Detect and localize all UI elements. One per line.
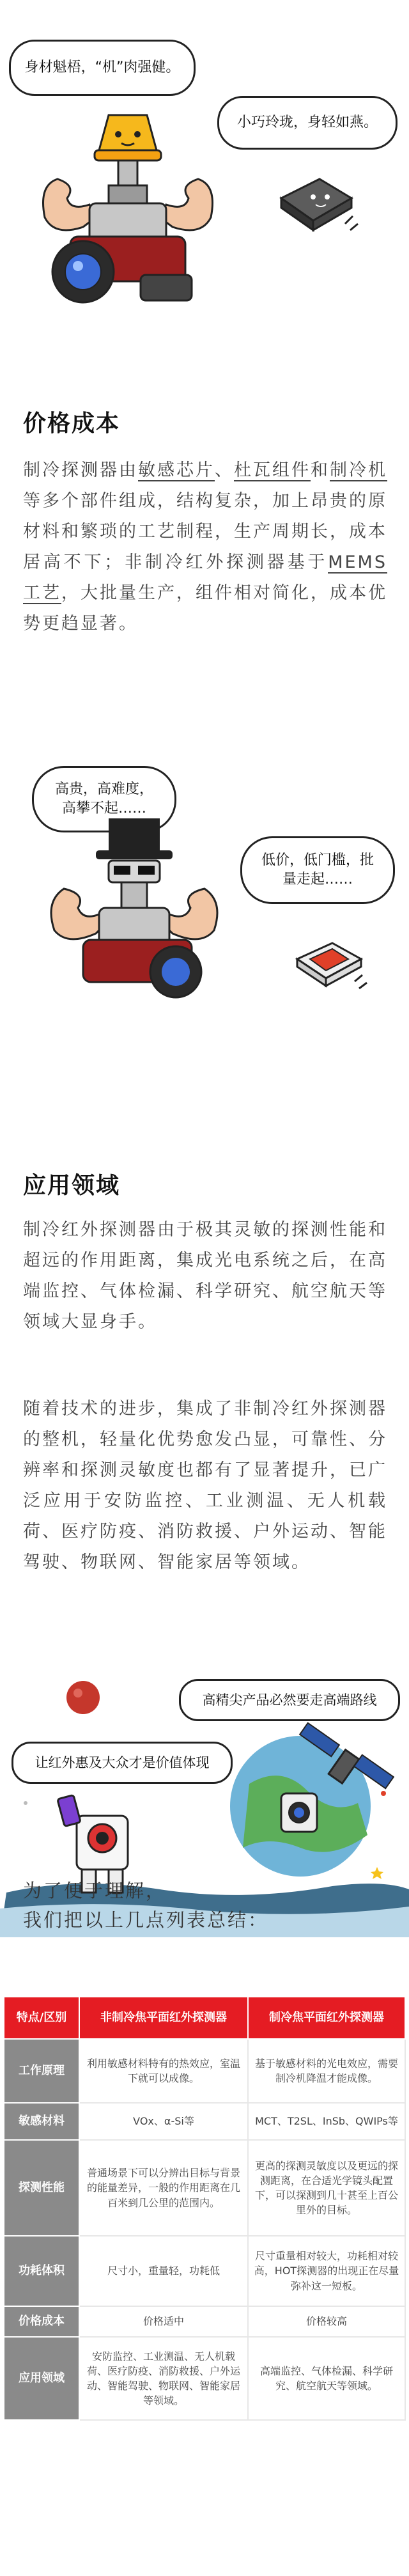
keyword-sensitive-chip: 敏感芯片 — [138, 460, 215, 480]
row-label: 探测性能 — [4, 2140, 79, 2236]
cell-cooled: 基于敏感材料的光电效应，需要制冷机降温才能成像。 — [248, 2039, 405, 2103]
cartoon-scene-2 — [0, 742, 409, 1023]
table-row — [4, 2236, 405, 2306]
cell-uncooled: 尺寸小，重量轻，功耗低 — [79, 2236, 248, 2306]
cell-uncooled: 普通场景下可以分辨出目标与背景的能量差异，一般的作用距离在几百米到几公里的范围内。 — [79, 2140, 248, 2236]
cell-cooled: 更高的探测灵敏度以及更远的探测距离，在合适光学镜头配置下，可以探测到几十甚至上百公里外的目标。 — [248, 2140, 405, 2236]
cell-cooled: MCT、T2SL、InSb、QWIPs等 — [248, 2103, 405, 2140]
keyword-dewar-assembly: 杜瓦组件 — [234, 460, 311, 480]
cartoon-scene-1 — [0, 0, 409, 332]
price-cost-heading: 价格成本 — [23, 410, 121, 437]
cooled-detector-robot-illustration — [19, 90, 236, 320]
row-label: 敏感材料 — [4, 2103, 79, 2140]
speech-bubble-mass-market — [12, 1742, 233, 1784]
table-row — [4, 2103, 405, 2140]
price-text-d: 等多个部件组成，结构复杂，加上昂贵的原材料和繁琐的工艺制程，生产周期长，成本居高不下；非制冷红外探测器基于 — [23, 491, 387, 573]
row-label: 工作原理 — [4, 2039, 79, 2103]
red-chip-illustration — [288, 927, 371, 997]
uncooled-detector-chip-illustration — [268, 160, 364, 249]
summary-line-1: 为了便于理解， — [23, 1880, 167, 1901]
speech-bubble-high-end — [179, 1679, 400, 1721]
price-text-a: 制冷探测器由 — [23, 460, 138, 480]
cell-cooled: 尺寸重量相对较大，功耗相对较高，HOT探测器的出现正在尽量弥补这一短板。 — [248, 2236, 405, 2306]
keyword-cryocooler: 制冷机 — [330, 460, 387, 480]
speech-bubble-high-end-text: 高精尖产品必然要走高端路线 — [202, 1692, 377, 1708]
cell-cooled: 价格较高 — [248, 2306, 405, 2337]
cell-cooled: 高端监控、气体检漏、科学研究、航空航天等领域。 — [248, 2337, 405, 2420]
application-paragraph-2: 随着技术的进步，集成了非制冷红外探测器的整机，轻量化优势愈发凸显，可靠性、分辨率和探测灵敏度也都有了显著提升，已广泛应用于安防监控、工业测温、无人机载荷、医疗防疫、消防救援、户外运动、智能驾驶、物联网、智能家居等领域。 — [23, 1399, 387, 1573]
speech-bubble-expensive-text: 高贵，高难度，高攀不起…… — [54, 781, 153, 816]
price-cost-paragraph — [23, 455, 387, 639]
summary-intro — [23, 1876, 268, 1935]
speech-bubble-left — [9, 40, 196, 96]
price-text-e: ，大批量生产，组件相对简化，成本优势更趋显著。 — [23, 583, 387, 634]
summary-line-2: 我们把以上几点列表总结： — [23, 1909, 269, 1932]
table-row — [4, 2337, 405, 2420]
cell-uncooled: 安防监控、工业测温、无人机载荷、医疗防疫、消防救援、户外运动、智能驾驶、物联网、智能家居等领域。 — [79, 2337, 248, 2420]
row-label: 功耗体积 — [4, 2236, 79, 2306]
speech-bubble-right — [217, 96, 397, 150]
table-row — [4, 2140, 405, 2236]
cell-uncooled: VOx、α-Si等 — [79, 2103, 248, 2140]
speech-bubble-cheap-text: 低价，低门槛，批量走起…… — [261, 852, 374, 887]
speech-bubble-cheap — [240, 836, 395, 904]
comparison-table — [3, 1996, 406, 2421]
cell-uncooled: 利用敏感材料特有的热效应，室温下就可以成像。 — [79, 2039, 248, 2103]
price-text-c: 和 — [311, 460, 330, 480]
table-header-uncooled: 非制冷焦平面红外探测器 — [79, 1997, 248, 2039]
application-paragraph-1: 制冷红外探测器由于极其灵敏的探测性能和超远的作用距离，集成光电系统之后，在高端监控、气体检漏、科学研究、航空航天等领域大显身手。 — [23, 1220, 387, 1332]
table-header-feature: 特点/区别 — [4, 1997, 79, 2039]
speech-bubble-left-text: 身材魁梧，“机”肉强健。 — [24, 59, 180, 76]
row-label: 应用领域 — [4, 2337, 79, 2420]
price-text-b: 、 — [215, 460, 234, 480]
table-header-row — [4, 1997, 405, 2039]
speech-bubble-mass-market-text: 让红外惠及大众才是价值体现 — [35, 1754, 210, 1770]
table-row — [4, 2039, 405, 2103]
application-heading: 应用领域 — [23, 1173, 121, 1199]
cell-uncooled: 价格适中 — [79, 2306, 248, 2337]
table-row — [4, 2306, 405, 2337]
table-header-cooled: 制冷焦平面红外探测器 — [248, 1997, 405, 2039]
top-hat-robot-illustration — [38, 812, 230, 1004]
speech-bubble-right-text: 小巧玲珑，身轻如燕。 — [236, 114, 378, 131]
keyword-mems-process: MEMS工艺 — [23, 552, 387, 604]
row-label: 价格成本 — [4, 2306, 79, 2337]
